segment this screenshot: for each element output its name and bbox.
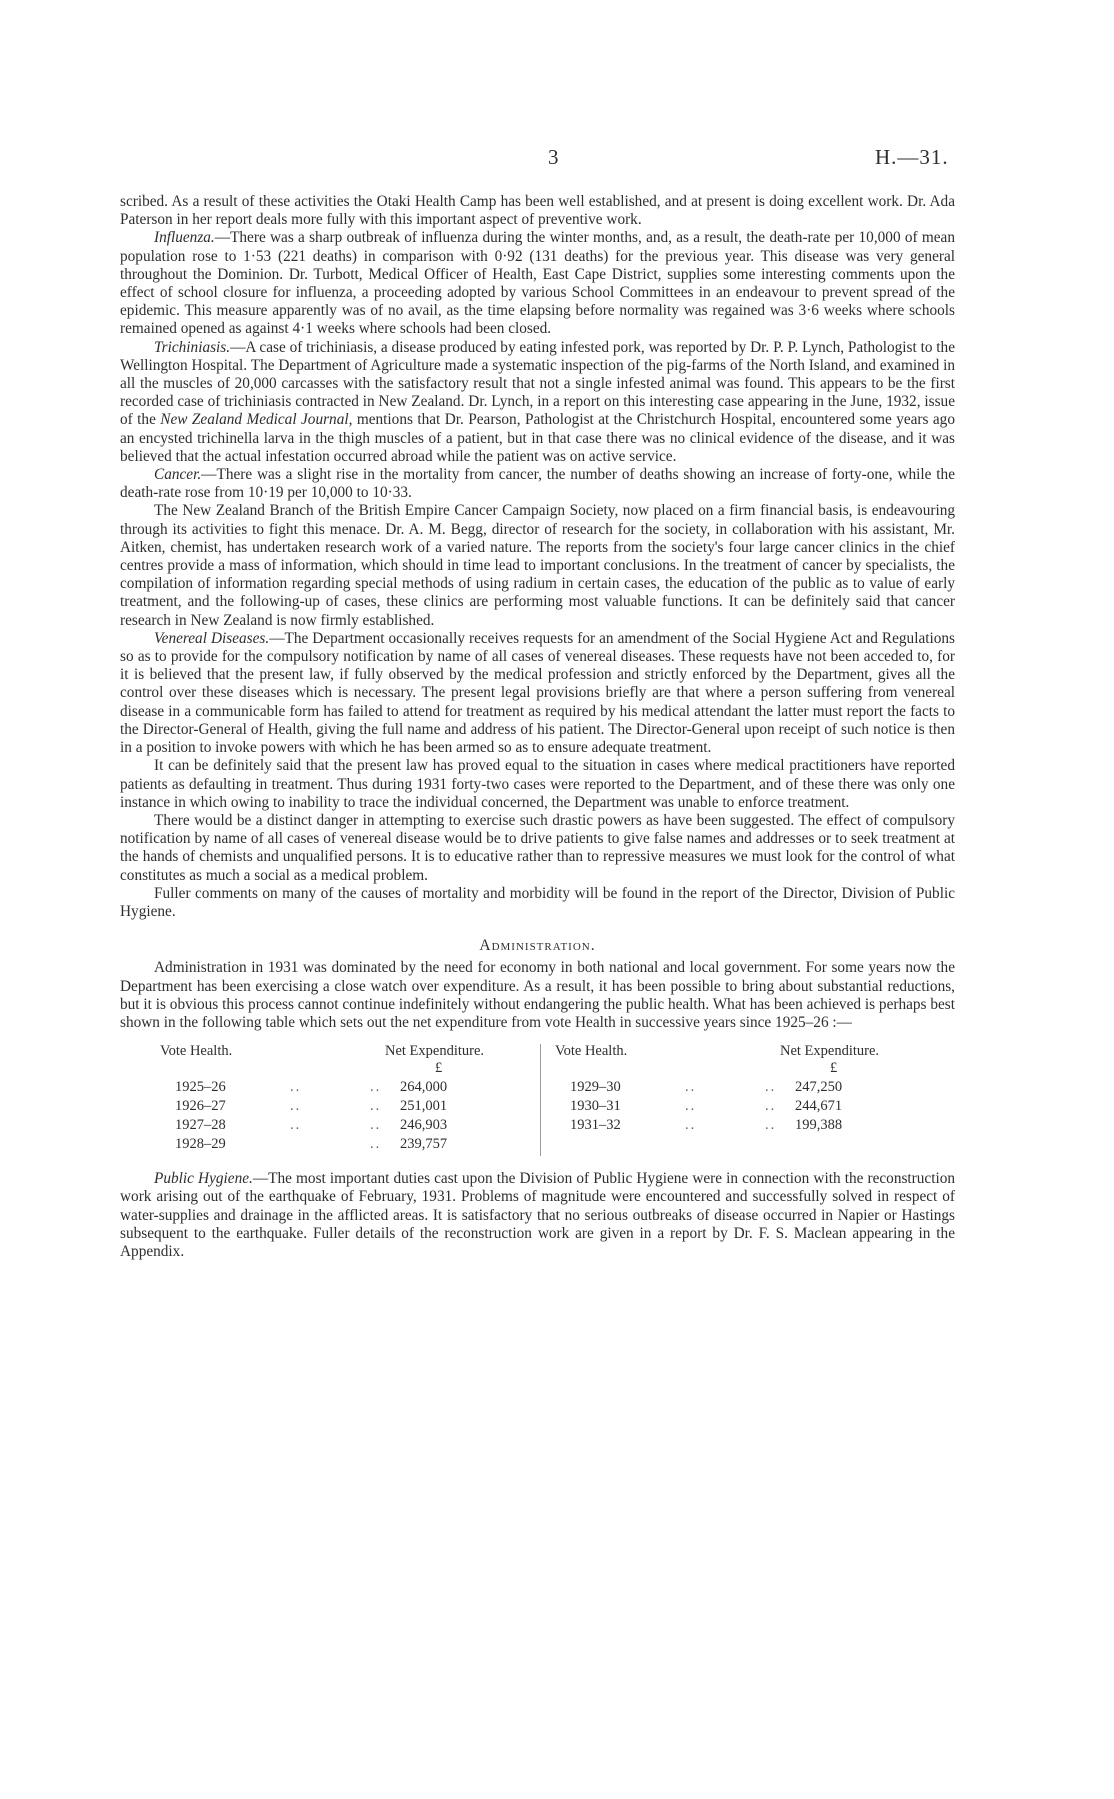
body-text xyxy=(120,193,955,1261)
table-divider xyxy=(540,1044,541,1156)
influenza-text: —There was a sharp outbreak of influenza during the winter months, and, as a result, the death-rate per 10,000 of mean population rose to 1·53 (221 deaths) in comparison with 0·92 (131 deaths) for the previous year. This disease was very general throughout the Dominion. Dr. Turbott, Medical Officer of Health, East Cape District, supplies some interesting comments upon the effect of school closure for influenza, a proceeding adopted by various School Committees in an endeavour to prevent spread of the epidemic. This measure apparently was of no avail, as the time elapsing before normality was regained was 3·6 weeks where schools remained opened as against 4·1 weeks where schools had been closed. xyxy=(120,229,955,338)
amount-cell: 199,388 xyxy=(795,1117,843,1134)
leader-dots: .. xyxy=(290,1098,302,1115)
trichiniasis-text-1: —A case of trichiniasis, a disease produced by eating infested pork, was reported by Dr. P. P. Lynch, Pathologist to the Wellington Hospital. The Department of Agriculture made a systematic inspection of the pig-farms of the North Island, and examined in all the muscles of 20,000 carcasses with the satisfactory result that not a single infested animal was found. This appears to be the first recorded case of trichiniasis contracted in New Zealand. Dr. Lynch, in a report on this interesting case appearing in the June, 1932, issue of the xyxy=(120,338,955,429)
currency-symbol: £ xyxy=(435,1060,443,1077)
year-cell: 1925–26 xyxy=(175,1079,226,1096)
table-row xyxy=(160,1116,520,1135)
trichiniasis-text-2: mentions that Dr. Pearson, Pathologist at the Christchurch Hospital, encountered some years ago an encysted trichinella larva in the thigh muscles of a patient, but in that case there was no clinical evidence of the disease, and it was believed that the actual infestation occurred abroad while the patient was on active service. xyxy=(120,411,955,465)
page-header xyxy=(0,145,1114,171)
leader-dots: .. xyxy=(370,1079,382,1096)
paragraph-trichiniasis xyxy=(120,339,955,466)
leader-dots: .. xyxy=(370,1117,382,1134)
page-number: 3 xyxy=(548,145,559,169)
leader-dots: .. xyxy=(765,1098,777,1115)
paragraph-venereal-danger: There would be a distinct danger in attempting to exercise such drastic powers as have been suggested. The effect of compulsory notification by name of all cases of venereal disease would be to drive patients to give false names and addresses or to seek treatment at the hands of chemists and unqualified persons. It is to educative rather than to repressive measures we must look for the control of what constitutes as much a social as a medical problem. xyxy=(120,811,955,884)
leader-dots: .. xyxy=(370,1098,382,1115)
amount-cell: 264,000 xyxy=(400,1079,448,1096)
paragraph-administration: Administration in 1931 was dominated by the need for economy in both national and local government. For some years now the Department has been exercising a close watch over expenditure. As a result, it has been possible to bring about substantial reductions, but it is obvious this process cannot continue indefinitely without endangering the public health. What has been achieved is perhaps best shown in the following table which sets out the net expenditure from vote Health in successive years since 1925–26 :— xyxy=(120,959,955,1031)
document-reference: H.—31. xyxy=(875,145,949,169)
year-cell: 1929–30 xyxy=(570,1079,621,1096)
expenditure-table xyxy=(160,1042,920,1160)
run-in-heading-cancer: Cancer. xyxy=(154,466,202,484)
paragraph-public-hygiene xyxy=(120,1170,955,1261)
year-cell: 1931–32 xyxy=(570,1117,621,1134)
currency-symbol: £ xyxy=(830,1060,838,1077)
table-header xyxy=(160,1042,520,1078)
journal-title: New Zealand Medical Journal, xyxy=(160,411,353,429)
header-net-expenditure: Net Expenditure. xyxy=(385,1043,485,1060)
section-heading-administration: Administration. xyxy=(479,937,596,955)
leader-dots: .. xyxy=(765,1079,777,1096)
paragraph-cancer xyxy=(120,466,955,502)
paragraph-venereal xyxy=(120,630,955,757)
header-vote-health: Vote Health. xyxy=(555,1043,628,1060)
amount-cell: 246,903 xyxy=(400,1117,448,1134)
table-row xyxy=(555,1116,915,1135)
expenditure-column-left xyxy=(160,1042,520,1154)
paragraph-fuller-comments: Fuller comments on many of the causes of mortality and morbidity will be found in the report of the Director, Division of Public Hygiene. xyxy=(120,884,955,920)
amount-cell: 244,671 xyxy=(795,1098,843,1115)
header-net-expenditure: Net Expenditure. xyxy=(780,1043,880,1060)
year-cell: 1927–28 xyxy=(175,1117,226,1134)
amount-cell: 251,001 xyxy=(400,1098,448,1115)
paragraph-venereal-law: It can be definitely said that the present law has proved equal to the situation in cases where medical practitioners have reported patients as defaulting in treatment. Thus during 1931 forty-two cases were reported to the Department, and of these there was only one instance in which owing to inability to trace the individual concerned, the Department was unable to enforce treatment. xyxy=(120,757,955,811)
leader-dots: .. xyxy=(290,1079,302,1096)
paragraph-cancer-society: The New Zealand Branch of the British Empire Cancer Campaign Society, now placed on a firm financial basis, is endeavouring through its activities to fight this menace. Dr. A. M. Begg, director of research for the society, in collaboration with his assistant, Mr. Aitken, chemist, has undertaken research work of a varied nature. The reports from the society's four large cancer clinics in the chief centres provide a mass of information, which should in time lead to important conclusions. In the treatment of cancer by specialists, the compilation of information regarding special methods of using radium in certain cases, the education of the public as to value of early treatment, and the following-up of cases, these clinics are performing most valuable functions. It can be definitely said that cancer research in New Zealand is now firmly established. xyxy=(120,502,955,629)
table-row xyxy=(160,1135,520,1154)
amount-cell: 239,757 xyxy=(400,1136,448,1153)
run-in-heading-venereal: Venereal Diseases. xyxy=(154,629,270,647)
table-row xyxy=(160,1097,520,1116)
leader-dots: .. xyxy=(685,1079,697,1096)
table-row xyxy=(555,1078,915,1097)
header-vote-health: Vote Health. xyxy=(160,1043,233,1060)
table-header xyxy=(555,1042,915,1078)
year-cell: 1930–31 xyxy=(570,1098,621,1115)
table-row xyxy=(160,1078,520,1097)
paragraph-influenza xyxy=(120,229,955,338)
leader-dots: .. xyxy=(765,1117,777,1134)
cancer-text: —There was a slight rise in the mortality from cancer, the number of deaths showing an increase of forty-one, while the death-rate rose from 10·19 per 10,000 to 10·33. xyxy=(120,466,955,502)
venereal-text: —The Department occasionally receives requests for an amendment of the Social Hygiene Act and Regulations so as to provide for the compulsory notification by name of all cases of venereal diseases. These requests have not been acceded to, for it is believed that the present law, if fully observed by the medical profession and strictly enforced by the Department, gives all the control over these diseases which is necessary. The present legal provisions briefly are that where a person suffering from venereal disease in a communicable form has failed to attend for treatment as required by his medical attendant the latter must report the facts to the Director-General of Health, giving the full name and address of his patient. The Director-General upon receipt of such notice is then in a position to invoke powers with which he has been armed so as to ensure adequate treatment. xyxy=(120,629,955,757)
leader-dots: .. xyxy=(370,1136,382,1153)
year-cell: 1928–29 xyxy=(175,1136,226,1153)
paragraph-continued: scribed. As a result of these activities the Otaki Health Camp has been well established, and at present is doing excellent work. Dr. Ada Paterson in her report deals more fully with this important aspect of preventive work. xyxy=(120,193,955,229)
year-cell: 1926–27 xyxy=(175,1098,226,1115)
run-in-heading-trichiniasis: Trichiniasis. xyxy=(154,338,231,356)
leader-dots: .. xyxy=(685,1098,697,1115)
leader-dots: .. xyxy=(290,1117,302,1134)
run-in-heading-public-hygiene: Public Hygiene. xyxy=(154,1170,253,1188)
run-in-heading-influenza: Influenza. xyxy=(154,229,215,247)
table-row xyxy=(555,1097,915,1116)
expenditure-column-right xyxy=(555,1042,915,1135)
public-hygiene-text: —The most important duties cast upon the Division of Public Hygiene were in connection with the reconstruction work arising out of the earthquake of February, 1931. Problems of magnitude were encountered and successfully solved in respect of water-supplies and drainage in the afflicted areas. It is satisfactory that no serious outbreaks of disease occurred in Napier or Hastings subsequent to the earthquake. Fuller details of the reconstruction work are given in a report by Dr. F. S. Maclean appearing in the Appendix. xyxy=(120,1170,956,1260)
amount-cell: 247,250 xyxy=(795,1079,843,1096)
leader-dots: .. xyxy=(685,1117,697,1134)
